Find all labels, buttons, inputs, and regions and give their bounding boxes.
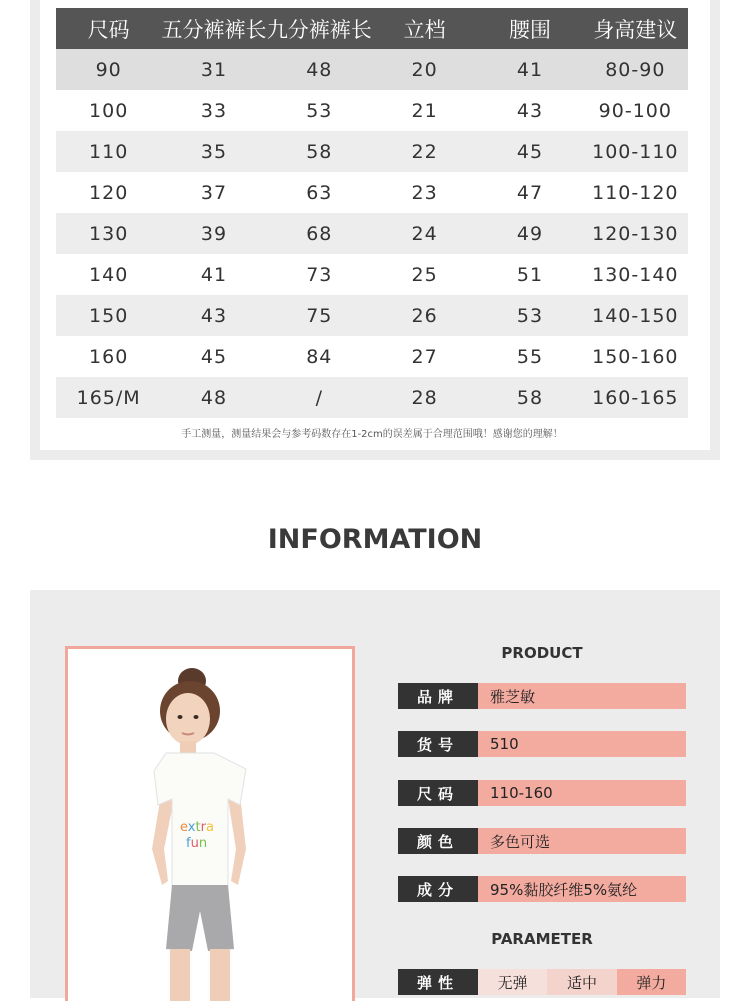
- header-height: 身高建议: [583, 8, 688, 49]
- size-table-cell: 31: [161, 49, 266, 90]
- size-table-cell: 100: [89, 99, 129, 122]
- size-value: 110-160: [478, 780, 686, 806]
- size-table-cell: 35: [161, 131, 266, 172]
- size-table-row: [56, 213, 688, 254]
- header-waist: 腰围: [477, 8, 582, 49]
- product-row-brand: [398, 683, 686, 709]
- size-table-cell: 37: [200, 181, 228, 204]
- material-value: 95%黏胶纤维5%氨纶: [478, 876, 686, 902]
- size-table-cell: 25: [411, 263, 438, 286]
- header-rise: 立档: [372, 8, 477, 49]
- size-table-cell: 140-150: [583, 295, 688, 336]
- product-row-color: [398, 828, 686, 854]
- size-table-cell: 58: [477, 377, 582, 418]
- color-label: 颜色: [398, 828, 478, 854]
- size-table-cell: 47: [516, 181, 544, 204]
- material-label: 成分: [398, 876, 478, 902]
- size-table-row: [56, 377, 688, 418]
- size-table-cell: 41: [200, 263, 228, 286]
- elasticity-none: 无弹: [478, 969, 547, 995]
- size-table-cell: 26: [372, 295, 477, 336]
- size-table-cell: 58: [267, 131, 372, 172]
- brand-value: 雅芝敏: [478, 683, 686, 709]
- size-table-cell: 20: [372, 49, 477, 90]
- product-row-item-no: [398, 731, 686, 757]
- size-label: 尺码: [398, 780, 478, 806]
- size-table-cell: 41: [477, 49, 582, 90]
- size-table-cell: 53: [477, 295, 582, 336]
- size-table-cell: 160-165: [583, 377, 688, 418]
- face: [166, 693, 210, 745]
- size-table-cell: 55: [516, 345, 544, 368]
- size-table-row: [56, 131, 688, 172]
- size-table-cell: 130: [56, 213, 161, 254]
- size-table-cell: /: [267, 377, 372, 418]
- size-table-cell: 150-160: [592, 345, 679, 368]
- shirt-print: extra: [180, 820, 214, 835]
- size-table-cell: 23: [411, 181, 438, 204]
- size-table-cell: 68: [267, 213, 372, 254]
- information-title: INFORMATION: [267, 524, 483, 555]
- size-table-cell: 49: [477, 213, 582, 254]
- size-table-row: [56, 295, 688, 336]
- elasticity-scale: [478, 969, 686, 995]
- size-table-cell: 120-130: [583, 213, 688, 254]
- size-table-cell: 90: [56, 49, 161, 90]
- header-shorts-length: 五分裤裤长: [161, 8, 266, 49]
- size-table-cell: 24: [372, 213, 477, 254]
- size-table-cell: 160: [89, 345, 129, 368]
- size-table-cell: 43: [516, 99, 544, 122]
- grey-shorts: [166, 885, 234, 951]
- product-row-size: [398, 780, 686, 806]
- header-size: 尺码: [56, 8, 161, 49]
- size-table-header: [56, 8, 688, 49]
- parameter-row-elasticity: [398, 969, 686, 995]
- size-table-cell: 43: [161, 295, 266, 336]
- size-table-cell: 110-120: [592, 181, 679, 204]
- size-table-cell: 27: [411, 345, 438, 368]
- size-table-cell: 140: [89, 263, 129, 286]
- size-table-cell: 100-110: [583, 131, 688, 172]
- size-table-cell: 21: [411, 99, 438, 122]
- size-table-cell: 48: [161, 377, 266, 418]
- product-row-material: [398, 876, 686, 902]
- size-table-cell: 63: [306, 181, 333, 204]
- size-table-cell: 53: [306, 99, 333, 122]
- size-table-cell: 150: [56, 295, 161, 336]
- product-photo: [65, 646, 355, 1001]
- size-table-cell: 84: [306, 345, 333, 368]
- size-table-cell: 48: [267, 49, 372, 90]
- brand-label: 品牌: [398, 683, 478, 709]
- item-no-value: 510: [478, 731, 686, 757]
- elasticity-label: 弹性: [398, 969, 478, 995]
- size-table-cell: 28: [372, 377, 477, 418]
- size-table-cell: 90-100: [598, 99, 672, 122]
- girl-model-illustration: [68, 649, 352, 1001]
- size-table-cell: 45: [200, 345, 228, 368]
- size-table-row: [56, 336, 688, 377]
- size-table-cell: 51: [516, 263, 544, 286]
- size-table-cell: 165/M: [56, 377, 161, 418]
- svg-text:fun: fun: [186, 836, 208, 851]
- size-table-cell: 39: [161, 213, 266, 254]
- elasticity-stretch: 弹力: [617, 969, 686, 995]
- product-heading: PRODUCT: [501, 644, 583, 662]
- parameter-heading: PARAMETER: [491, 930, 593, 948]
- size-table-row: [56, 254, 688, 295]
- size-table-row: [56, 90, 688, 131]
- header-pants-length: 九分裤裤长: [267, 8, 372, 49]
- size-table-cell: 130-140: [592, 263, 679, 286]
- size-table-cell: 80-90: [583, 49, 688, 90]
- size-table-cell: 45: [477, 131, 582, 172]
- size-table-cell: 22: [372, 131, 477, 172]
- size-table: [56, 8, 688, 418]
- item-no-label: 货号: [398, 731, 478, 757]
- size-table-cell: 73: [306, 263, 333, 286]
- elasticity-medium: 适中: [547, 969, 616, 995]
- size-table-cell: 33: [200, 99, 228, 122]
- size-table-cell: 110: [56, 131, 161, 172]
- color-value: 多色可选: [478, 828, 686, 854]
- size-table-row: [56, 172, 688, 213]
- size-table-cell: 120: [89, 181, 129, 204]
- size-table-cell: 75: [267, 295, 372, 336]
- measurement-note: 手工测量，测量结果会与参考码数存在1-2cm的误差属于合理范围哦！感谢您的理解！: [181, 429, 563, 440]
- size-table-row: [56, 49, 688, 90]
